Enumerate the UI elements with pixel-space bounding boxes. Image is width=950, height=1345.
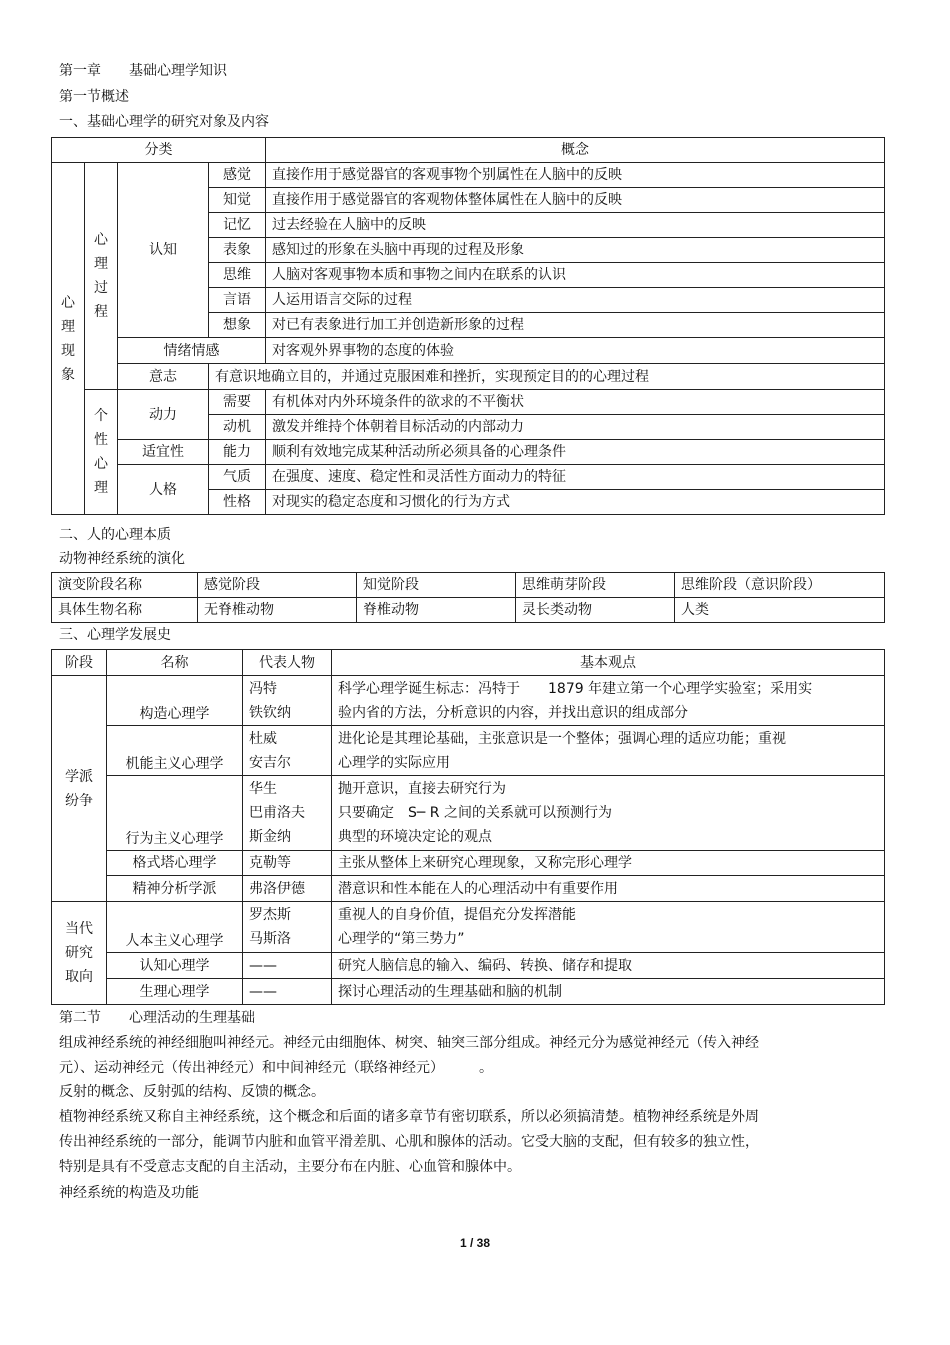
term-cell: 知觉: [209, 188, 266, 213]
header-category: 分类: [52, 138, 266, 163]
table-row: [52, 465, 885, 490]
subsection-title: 一、基础心理学的研究对象及内容: [59, 114, 269, 130]
table-row: [52, 390, 885, 415]
term-cell: 思维: [209, 263, 266, 288]
definition-cell: 对客观外界事物的态度的体验: [266, 338, 885, 364]
paragraph-heading: 动物神经系统的演化: [59, 551, 185, 567]
table-row: [52, 598, 885, 623]
motivation-cell: 动力: [118, 390, 209, 440]
table-cell: 具体生物名称: [52, 598, 198, 623]
definition-cell: 直接作用于感觉器官的客观物体整体属性在人脑中的反映: [266, 188, 885, 213]
table-row: [52, 851, 885, 876]
definition-cell: 直接作用于感觉器官的客观事物个别属性在人脑中的反映: [266, 163, 885, 188]
definition-cell: 有意识地确立目的，并通过克服困难和挫折，实现预定目的的心理过程: [209, 364, 885, 390]
table-row: [52, 902, 885, 953]
term-cell: 情绪情感: [118, 338, 266, 364]
people-cell: 罗杰斯 马斯洛: [243, 902, 332, 953]
table-cell: 人类: [675, 598, 885, 623]
view-cell: 探讨心理活动的生理基础和脑的机制: [332, 979, 885, 1005]
header-view: 基本观点: [332, 650, 885, 676]
definition-cell: 对已有表象进行加工并创造新形象的过程: [266, 313, 885, 338]
definition-cell: 人脑对客观事物本质和事物之间内在联系的认识: [266, 263, 885, 288]
table-row: [52, 573, 885, 598]
table-row: [52, 676, 885, 726]
definition-cell: 过去经验在人脑中的反映: [266, 213, 885, 238]
stage-cell: 学派 纷争: [52, 676, 107, 902]
term-cell: 意志: [118, 364, 209, 390]
adaptability-cell: 适宜性: [118, 440, 209, 465]
psych-phenomenon-cell: 心 理 现 象: [52, 163, 85, 515]
paragraph: 植物神经系统又称自主神经系统，这个概念和后面的诸多章节有密切联系，所以必须搞清楚。植物神经系统是外周 传出神经系统的一部分，能调节内脏和血管平滑差肌、心肌和腺体的活动。它受大脑的支配，但有较多的独立性， 特别是具有不受意志支配的自主活动，主要分布在内脏、心血管和腺体中。: [59, 1109, 759, 1175]
table-row: [52, 138, 885, 163]
school-name: 人本主义心理学: [107, 902, 243, 953]
table-row: [52, 726, 885, 776]
term-cell: 性格: [209, 490, 266, 515]
school-name: 行为主义心理学: [107, 776, 243, 851]
table-cell: 思维阶段（意识阶段）: [675, 573, 885, 598]
definition-cell: 有机体对内外环境条件的欲求的不平衡状: [266, 390, 885, 415]
table-row: [52, 364, 885, 390]
psych-process-cell: 心 理 过 程: [85, 163, 118, 390]
term-cell: 气质: [209, 465, 266, 490]
table-cell: 脊椎动物: [357, 598, 516, 623]
definition-cell: 感知过的形象在头脑中再现的过程及形象: [266, 238, 885, 263]
definition-cell: 人运用语言交际的过程: [266, 288, 885, 313]
table-row: [52, 440, 885, 465]
paragraph: 组成神经系统的神经细胞叫神经元。神经元由细胞体、树突、轴突三部分组成。神经元分为感觉神经元（传入神经 元）、运动神经元（传出神经元）和中间神经元（联络神经元） 。: [59, 1035, 759, 1076]
evolution-table: [51, 572, 885, 623]
subsection-title: 二、人的心理本质: [59, 527, 171, 543]
school-name: 认知心理学: [107, 953, 243, 979]
table-row: [52, 650, 885, 676]
school-name: 格式塔心理学: [107, 851, 243, 876]
table-row: [52, 776, 885, 851]
psychology-history-table: [51, 649, 885, 1005]
term-cell: 感觉: [209, 163, 266, 188]
table-row: [52, 953, 885, 979]
subsection-title: 三、心理学发展史: [59, 627, 171, 643]
psych-phenomena-table: [51, 137, 885, 515]
people-cell: 弗洛伊德: [243, 876, 332, 902]
people-cell: ——: [243, 953, 332, 979]
header-name: 名称: [107, 650, 243, 676]
header-people: 代表人物: [243, 650, 332, 676]
view-cell: 潜意识和性本能在人的心理活动中有重要作用: [332, 876, 885, 902]
table-cell: 思维萌芽阶段: [516, 573, 675, 598]
people-cell: 杜威 安吉尔: [243, 726, 332, 776]
definition-cell: 对现实的稳定态度和习惯化的行为方式: [266, 490, 885, 515]
school-name: 构造心理学: [107, 676, 243, 726]
table-row: [52, 163, 885, 188]
paragraph: 神经系统的构造及功能: [59, 1185, 199, 1201]
view-cell: 科学心理学诞生标志：冯特于 1879 年建立第一个心理学实验室；采用实 验内省的方法，分析意识的内容，并找出意识的组成部分: [332, 676, 885, 726]
school-name: 精神分析学派: [107, 876, 243, 902]
term-cell: 记忆: [209, 213, 266, 238]
cognition-cell: 认知: [118, 163, 209, 338]
definition-cell: 在强度、速度、稳定性和灵活性方面动力的特征: [266, 465, 885, 490]
term-cell: 表象: [209, 238, 266, 263]
section-title: 第一节概述: [59, 89, 129, 105]
header-stage: 阶段: [52, 650, 107, 676]
definition-cell: 顺利有效地完成某种活动所必须具备的心理条件: [266, 440, 885, 465]
table-row: [52, 876, 885, 902]
section-title: 第二节 心理活动的生理基础: [59, 1010, 255, 1026]
view-cell: 抛开意识，直接去研究行为 只要确定 S─ R 之间的关系就可以预测行为 典型的环境决定论的观点: [332, 776, 885, 851]
header-concept: 概念: [266, 138, 885, 163]
school-name: 机能主义心理学: [107, 726, 243, 776]
school-name: 生理心理学: [107, 979, 243, 1005]
stage-cell: 当代 研究 取向: [52, 902, 107, 1005]
term-cell: 能力: [209, 440, 266, 465]
table-cell: 无脊椎动物: [198, 598, 357, 623]
page-number: 1 / 38: [459, 1236, 491, 1250]
table-cell: 感觉阶段: [198, 573, 357, 598]
table-cell: 灵长类动物: [516, 598, 675, 623]
people-cell: 华生 巴甫洛夫 斯金纳: [243, 776, 332, 851]
people-cell: 冯特 铁钦纳: [243, 676, 332, 726]
table-cell: 演变阶段名称: [52, 573, 198, 598]
table-row: [52, 338, 885, 364]
individual-psych-cell: 个 性 心 理: [85, 390, 118, 515]
chapter-title: 第一章 基础心理学知识: [59, 63, 227, 79]
paragraph: 反射的概念、反射弧的结构、反馈的概念。: [59, 1084, 325, 1100]
personality-cell: 人格: [118, 465, 209, 515]
table-cell: 知觉阶段: [357, 573, 516, 598]
term-cell: 需要: [209, 390, 266, 415]
table-row: [52, 979, 885, 1005]
people-cell: ——: [243, 979, 332, 1005]
term-cell: 想象: [209, 313, 266, 338]
view-cell: 研究人脑信息的输入、编码、转换、储存和提取: [332, 953, 885, 979]
view-cell: 主张从整体上来研究心理现象，又称完形心理学: [332, 851, 885, 876]
people-cell: 克勒等: [243, 851, 332, 876]
definition-cell: 激发并维持个体朝着目标活动的内部动力: [266, 415, 885, 440]
term-cell: 言语: [209, 288, 266, 313]
view-cell: 进化论是其理论基础，主张意识是一个整体；强调心理的适应功能；重视 心理学的实际应用: [332, 726, 885, 776]
term-cell: 动机: [209, 415, 266, 440]
view-cell: 重视人的自身价值，提倡充分发挥潜能 心理学的“第三势力”: [332, 902, 885, 953]
